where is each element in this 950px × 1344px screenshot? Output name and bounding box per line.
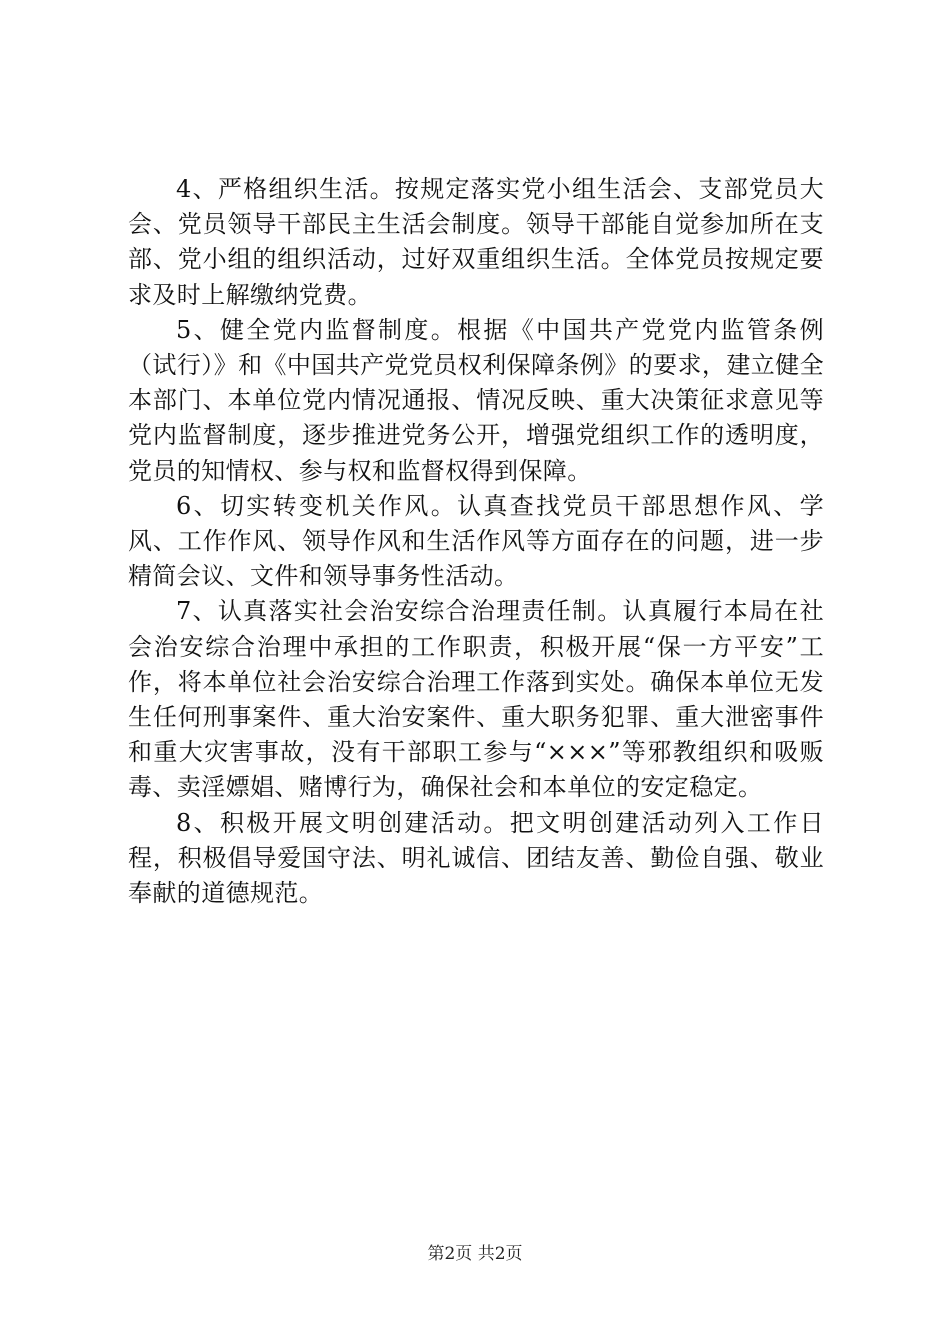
page-number-footer: 第2页 共2页 <box>427 1244 523 1264</box>
paragraph-4: 4、严格组织生活。按规定落实党小组生活会、支部党员大会、党员领导干部民主生活会制度。领导干部能自觉参加所在支部、党小组的组织活动，过好双重组织生活。全体党员按规定要求及时上解缴纳党费。 <box>128 175 824 309</box>
paragraph-6: 6、切实转变机关作风。认真查找党员干部思想作风、学风、工作作风、领导作风和生活作风等方面存在的问题，进一步精简会议、文件和领导事务性活动。 <box>128 491 824 591</box>
document-body <box>128 172 824 911</box>
paragraph-8: 8、积极开展文明创建活动。把文明创建活动列入工作日程，积极倡导爱国守法、明礼诚信、团结友善、勤俭自强、敬业奉献的道德规范。 <box>128 808 824 908</box>
paragraph-7: 7、认真落实社会治安综合治理责任制。认真履行本局在社会治安综合治理中承担的工作职责，积极开展“保一方平安”工作，将本单位社会治安综合治理工作落到实处。确保本单位无发生任何刑事案件、重大治安案件、重大职务犯罪、重大泄密事件和重大灾害事故，没有干部职工参与“×××”等邪教组织和吸贩毒、卖淫嫖娼、赌博行为，确保社会和本单位的安定稳定。 <box>128 597 824 802</box>
paragraph-5: 5、健全党内监督制度。根据《中国共产党党内监管条例（试行）》和《中国共产党党员权利保障条例》的要求，建立健全本部门、本单位党内情况通报、情况反映、重大决策征求意见等党内监督制度，逐步推进党务公开，增强党组织工作的透明度，党员的知情权、参与权和监督权得到保障。 <box>128 315 824 485</box>
